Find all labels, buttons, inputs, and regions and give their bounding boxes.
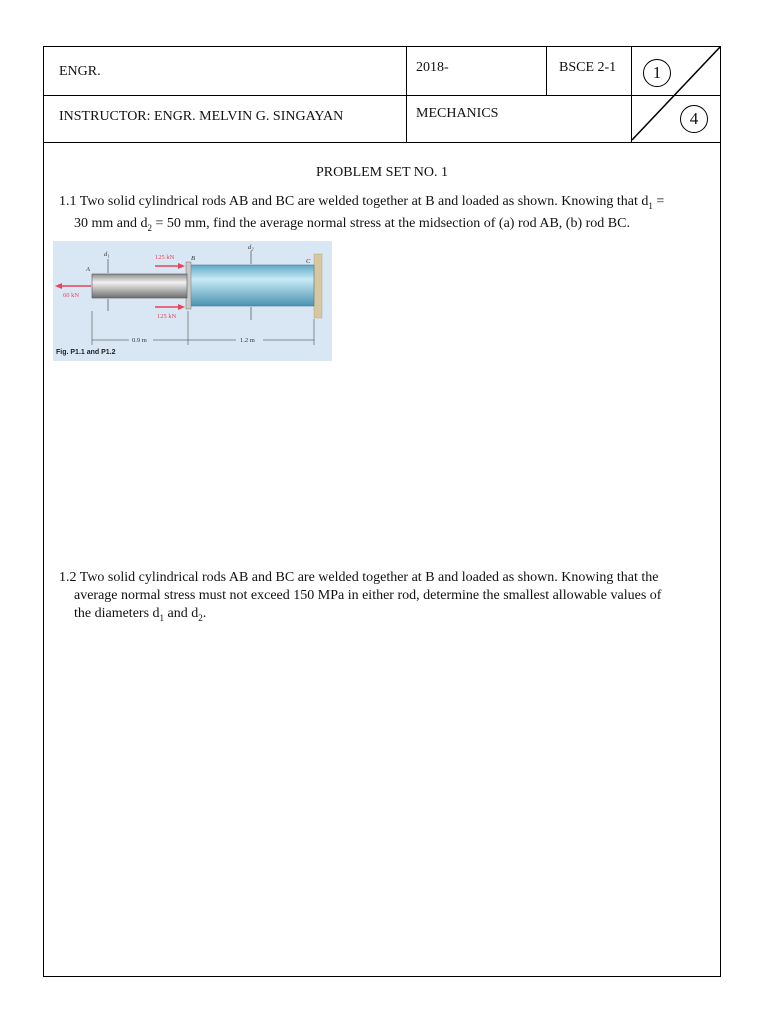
length-ab-label: 0.9 m xyxy=(132,337,147,344)
rod-diagram xyxy=(53,241,332,361)
rod-ab xyxy=(92,274,187,298)
instructor-label: INSTRUCTOR: ENGR. MELVIN G. SINGAYAN xyxy=(59,109,344,124)
page-title: PROBLEM SET NO. 1 xyxy=(316,165,448,180)
engr-label: ENGR. xyxy=(59,64,101,79)
load-top-label: 125 kN xyxy=(155,254,175,261)
page-number-badge: 1 xyxy=(643,59,671,87)
page-counter-slash xyxy=(632,47,720,142)
section-label: BSCE 2-1 xyxy=(559,60,617,75)
page-total-badge: 4 xyxy=(680,105,708,133)
point-b-label: B xyxy=(191,255,195,262)
problem-text-line: 30 mm and $d_2 = 50$ mm, find the average normal stress at the midsection of (a) rod AB, (b) rod BC. xyxy=(74,215,630,233)
header-column-divider xyxy=(546,47,547,95)
header-column-divider xyxy=(406,47,407,142)
point-a-label: A xyxy=(86,266,90,273)
arrow-head-icon xyxy=(178,263,185,269)
problem-1-1 xyxy=(59,193,721,237)
d2-label: $d_2$ xyxy=(248,244,254,252)
problem-sheet xyxy=(43,46,721,977)
subject-label: MECHANICS xyxy=(416,106,499,121)
problem-text-line: 1.1 Two solid cylindrical rods AB and BC are welded together at B and loaded as shown. Knowing that $d_1$ = xyxy=(59,194,665,211)
rod-figure xyxy=(53,241,332,361)
problem-text-line: average normal stress must not exceed 150 MPa in either rod, determine the smallest allowable values of xyxy=(74,588,662,603)
length-bc-label: 1.2 m xyxy=(240,337,255,344)
year-label: 2018- xyxy=(416,60,449,75)
problem-text-line: the diameters $d_1$ and $d_2$. xyxy=(74,606,207,623)
problem-1-2 xyxy=(59,569,721,627)
problem-text-line: 1.2 Two solid cylindrical rods AB and BC are welded together at B and loaded as shown. Knowing that the xyxy=(59,570,659,585)
load-left-label: 60 kN xyxy=(63,292,80,299)
arrow-head-icon xyxy=(178,304,185,310)
header-bottom-border xyxy=(44,142,720,143)
d1-label: $d_1$ xyxy=(104,251,110,259)
rod-bc xyxy=(190,265,314,306)
load-bottom-label: 125 kN xyxy=(157,313,177,320)
point-c-label: C xyxy=(306,258,311,265)
arrow-head-icon xyxy=(55,283,62,289)
fixed-wall xyxy=(314,254,322,318)
header-divider xyxy=(44,95,720,96)
figure-caption: Fig. P1.1 and P1.2 xyxy=(56,349,116,356)
